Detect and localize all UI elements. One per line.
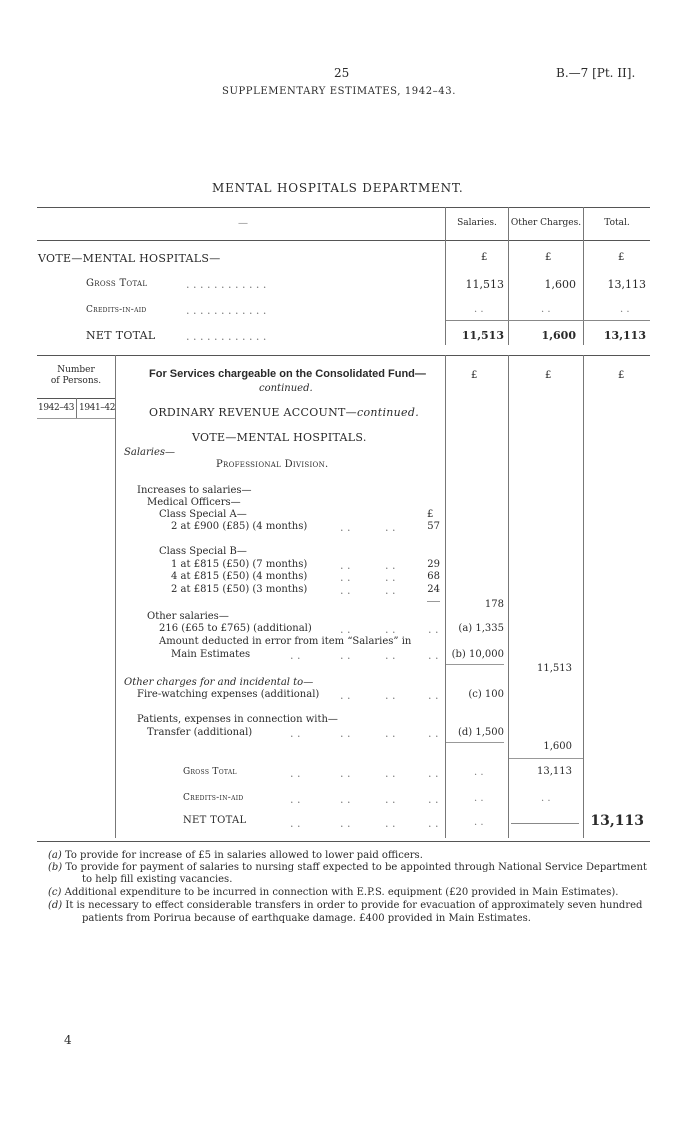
year-column-2: 1941–42: [79, 403, 116, 413]
subtotal-rule: [427, 601, 440, 602]
medical-subtotal: 178: [484, 599, 504, 610]
ordinary-account-label: ORDINARY REVENUE ACCOUNT—: [149, 406, 357, 419]
detail-col-rule: [445, 355, 446, 838]
page-subtitle: SUPPLEMENTARY ESTIMATES, 1942–43.: [222, 86, 456, 97]
line-amount: (d) 1,500: [457, 727, 504, 738]
line-item: 2 at £900 (£85) (4 months): [171, 521, 308, 532]
summary-credits-total: . .: [620, 304, 630, 315]
summary-col-total: Total.: [604, 218, 630, 228]
leader-dots: . .: [428, 817, 439, 830]
class-a-heading: Class Special A—: [159, 509, 247, 520]
leader-dots: . . . . . . . . . . . .: [186, 330, 267, 343]
leader-dots: . .: [290, 727, 301, 740]
footnote-mark: (d): [48, 900, 63, 911]
leader-dots: . .: [385, 623, 396, 636]
summary-gross-salaries: 11,513: [465, 278, 504, 291]
line-item: 4 at £815 (£50) (4 months): [171, 571, 308, 582]
leader-dots: . . . . . . . . . . . .: [186, 304, 267, 317]
summary-credits-salaries: . .: [474, 304, 484, 315]
class-b-heading: Class Special B—: [159, 546, 247, 557]
year-column-1: 1942–43: [38, 403, 75, 413]
line-amount: 57: [427, 521, 440, 532]
pound-sign: £: [618, 370, 625, 381]
department-title: MENTAL HOSPITALS DEPARTMENT.: [212, 181, 464, 195]
leader-dots: . .: [385, 521, 396, 534]
line-amount: 24: [427, 584, 440, 595]
leader-dots: . .: [385, 559, 396, 572]
salaries-total: 11,513: [537, 663, 572, 674]
leader-dots: . .: [428, 793, 439, 806]
summary-col-dash: —: [238, 218, 248, 229]
footnote-mark: (c): [48, 887, 62, 898]
ordinary-account-heading: [149, 406, 419, 419]
services-continued: continued.: [259, 383, 313, 394]
detail-gross-amount: 13,113: [537, 766, 572, 777]
leader-dots: . .: [340, 649, 351, 662]
pound-sign: £: [545, 252, 552, 263]
line-item: 1 at £815 (£50) (7 months): [171, 559, 308, 570]
footnote-d: [48, 900, 642, 911]
line-amount: (b) 10,000: [451, 649, 504, 660]
pound-sign: £: [545, 370, 552, 381]
leader-dots: . .: [385, 817, 396, 830]
year-header-rule: [37, 418, 115, 419]
leader-dots: . .: [340, 727, 351, 740]
total-rule: [511, 823, 579, 824]
leader-dots: . .: [340, 559, 351, 572]
line-amount: 68: [427, 571, 440, 582]
leader-dots: . .: [385, 793, 396, 806]
line-item: Transfer (additional): [147, 727, 253, 738]
leader-dots: . .: [428, 727, 439, 740]
summary-col-salaries: Salaries.: [457, 218, 497, 228]
leader-dots: . .: [340, 571, 351, 584]
line-amount: 29: [427, 559, 440, 570]
services-heading: For Services chargeable on the Consolidated Fund—: [149, 368, 426, 380]
pound-sign: £: [427, 509, 434, 520]
footnote-c: [48, 887, 618, 898]
line-item: 216 (£65 to £765) (additional): [159, 623, 312, 634]
line-item: Fire-watching expenses (additional): [137, 689, 320, 700]
line-item: Patients, expenses in connection with—: [137, 714, 338, 725]
pound-sign: £: [471, 370, 478, 381]
summary-top-rule: [37, 207, 650, 208]
line-item: 2 at £815 (£50) (3 months): [171, 584, 308, 595]
footnote-b: [48, 862, 647, 873]
summary-gross-label: Gross Total: [86, 278, 148, 289]
leader-dots: . .: [340, 521, 351, 534]
division-heading: Professional Division.: [216, 459, 329, 470]
footnote-b-cont: to help fill existing vacancies.: [82, 874, 233, 885]
detail-col-rule: [583, 355, 584, 838]
leader-dots: . .: [290, 649, 301, 662]
footnote-mark: (b): [48, 862, 63, 873]
detail-net-label: NET TOTAL: [183, 815, 247, 826]
leader-dots: . .: [428, 623, 439, 636]
footnote-a: [48, 850, 423, 861]
leader-dots: . .: [385, 584, 396, 597]
leader-dots: . .: [385, 571, 396, 584]
leader-dots: . .: [340, 689, 351, 702]
other-salaries-heading: Other salaries—: [147, 611, 229, 622]
detail-net-total: 13,113: [590, 813, 644, 829]
summary-header-rule: [37, 240, 650, 241]
ordinary-account-continued: continued.: [356, 406, 420, 419]
year-col-rule: [76, 398, 77, 418]
summary-subtotal-rule: [446, 320, 650, 321]
detail-gross-salaries: . .: [474, 767, 484, 778]
detail-col-rule: [115, 355, 116, 838]
persons-header: of Persons.: [50, 376, 102, 386]
summary-net-total: 13,113: [603, 329, 646, 342]
leader-dots: . .: [340, 767, 351, 780]
footnote-text: To provide for increase of £5 in salaries allowed to lower paid officers.: [64, 850, 423, 861]
salaries-heading: Salaries—: [124, 447, 176, 458]
leader-dots: . .: [290, 817, 301, 830]
leader-dots: . .: [290, 767, 301, 780]
leader-dots: . .: [340, 817, 351, 830]
detail-bottom-rule: [37, 841, 650, 842]
summary-col-other-charges: Other Charges.: [510, 218, 582, 228]
line-amount: (c) 100: [468, 689, 504, 700]
line-item: Main Estimates: [171, 649, 251, 660]
pound-sign: £: [618, 252, 625, 263]
leader-dots: . .: [385, 727, 396, 740]
detail-top-rule: [37, 355, 650, 356]
detail-net-a: . .: [474, 817, 484, 828]
leader-dots: . . . . . . . . . . . .: [186, 278, 267, 291]
page-footer-number: 4: [64, 1033, 72, 1047]
line-item: Amount deducted in error from item “Salaries” in: [159, 636, 412, 647]
document-reference: B.—7 [Pt. II].: [556, 66, 636, 80]
summary-gross-other: 1,600: [544, 278, 576, 291]
page-number: 25: [334, 66, 350, 80]
summary-credits-other: . .: [541, 304, 551, 315]
summary-vote-label: VOTE—MENTAL HOSPITALS—: [38, 252, 221, 265]
summary-credits-label: Credits-in-aid: [86, 305, 147, 315]
leader-dots: . .: [385, 767, 396, 780]
leader-dots: . .: [428, 649, 439, 662]
other-charges-heading: Other charges for and incidental to—: [124, 677, 314, 688]
summary-net-salaries: 11,513: [461, 329, 504, 342]
vote-heading: VOTE—MENTAL HOSPITALS.: [192, 431, 367, 444]
footnote-text: To provide for payment of salaries to nursing staff expected to be appointed through National Service Department: [65, 862, 647, 873]
increases-heading: Increases to salaries—: [137, 485, 252, 496]
leader-dots: . .: [340, 584, 351, 597]
subtotal-rule: [446, 742, 504, 743]
detail-credits-b: . .: [541, 793, 551, 804]
summary-net-other: 1,600: [541, 329, 576, 342]
line-amount: (a) 1,335: [458, 623, 504, 634]
detail-gross-label: Gross Total: [183, 767, 237, 777]
leader-dots: . .: [428, 689, 439, 702]
subtotal-rule: [446, 664, 504, 665]
summary-net-label: NET TOTAL: [86, 329, 156, 342]
detail-credits-label: Credits-in-aid: [183, 793, 244, 803]
footnote-mark: (a): [48, 850, 62, 861]
leader-dots: . .: [340, 623, 351, 636]
detail-credits-a: . .: [474, 793, 484, 804]
leader-dots: . .: [385, 689, 396, 702]
leader-dots: . .: [290, 793, 301, 806]
leader-dots: . .: [385, 649, 396, 662]
persons-header: Number: [57, 365, 95, 375]
medical-heading: Medical Officers—: [147, 497, 241, 508]
leader-dots: . .: [428, 767, 439, 780]
subtotal-rule: [509, 758, 583, 759]
summary-gross-total: 13,113: [607, 278, 646, 291]
other-total: 1,600: [543, 741, 572, 752]
footnote-text: It is necessary to effect considerable transfers in order to provide for evacuation of approximately seven hundred: [65, 900, 643, 911]
footnote-d-cont: patients from Porirua because of earthquake damage. £400 provided in Main Estimates.: [82, 913, 531, 924]
leader-dots: . .: [340, 793, 351, 806]
footnote-text: Additional expenditure to be incurred in connection with E.P.S. equipment (£20 provided in Main Estimates).: [64, 887, 619, 898]
pound-sign: £: [481, 252, 488, 263]
